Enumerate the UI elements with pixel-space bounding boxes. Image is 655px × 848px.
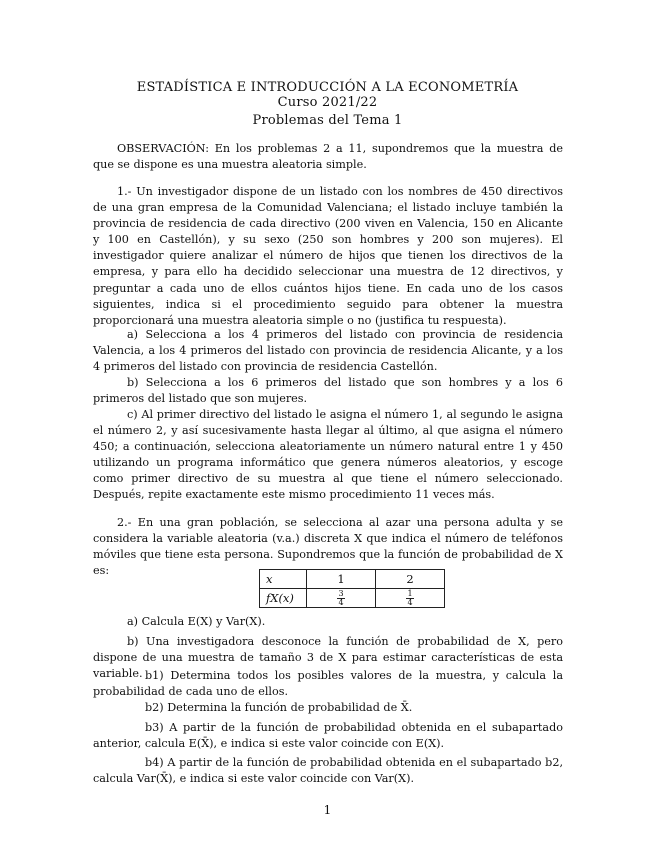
observation-label: OBSERVACIÓN — [117, 142, 206, 155]
table-cell: fX(x) — [260, 589, 307, 608]
document-title: ESTADÍSTICA E INTRODUCCIÓN A LA ECONOMETRÍA — [136, 80, 519, 95]
problem-2-part-b1: b1) Determina todos los posibles valores de la muestra, y calcula la probabilidad de cada uno de ellos. — [93, 669, 563, 699]
page-number: 1 — [323, 803, 332, 817]
probability-table — [259, 569, 445, 608]
problem-1-statement: 1.- Un investigador dispone de un listado con los nombres de 450 directivos de una gran empresa de la Comunidad Valenciana; el listado incluye también la provincia de residencia de cada directivo (200 viven en Valencia, 150 en Alicante y 100 en Castellón), y su sexo (250 son hombres y 200 son mujeres). El investigador quiere analizar el número de hijos que tienen los directivos de la empresa, y para ello ha decidido seleccionar una muestra de 12 directivos, y preguntar a cada uno de ellos cuántos hijos tiene. En cada uno de los casos siguientes, indica si el procedimiento seguido para obtener la muestra proporcionará una muestra aleatoria simple o no (justifica tu respuesta). — [93, 185, 563, 327]
fraction-denominator: 4 — [407, 597, 413, 607]
table-cell — [376, 589, 445, 608]
topic-subtitle: Problemas del Tema 1 — [252, 113, 403, 128]
problem-1-part-c: c) Al primer directivo del listado le asigna el número 1, al segundo le asigna el número 2, y así sucesivamente hasta llegar al último, al que asigna el número 450; a continuación, selecciona aleatoriamente un número natural entre 1 y 450 utilizando un programa informático que genera números aleatorios, y escoge como primer directivo de su muestra al que tiene el número seleccionado. Después, repite exactamente este mismo procedimiento 11 veces más. — [93, 408, 563, 502]
problem-1-part-b: b) Selecciona a los 6 primeros del listado que son hombres y a los 6 primeros del listado que son mujeres. — [93, 376, 563, 406]
problem-2-statement: 2.- En una gran población, se selecciona al azar una persona adulta y se considera la variable aleatoria (v.a.) discreta X que indica el número de teléfonos móviles que tiene esta persona. Supondremos que la función de probabilidad de X es: — [93, 516, 563, 578]
problem-2-part-b2: b2) Determina la función de probabilidad de X̄. — [145, 701, 413, 714]
problem-2-part-b: b) Una investigadora desconoce la función de probabilidad de X, pero dispone de una muestra de tamaño 3 de X para estimar características de esta variable. — [93, 635, 563, 681]
fraction — [406, 590, 413, 607]
table-cell: x — [260, 570, 307, 589]
course-year: Curso 2021/22 — [277, 95, 378, 110]
table-row — [260, 589, 445, 608]
problem-2-part-b3: b3) A partir de la función de probabilidad obtenida en el subapartado anterior, calcula E(X̄), e indica si este valor coincide con E(X). — [93, 721, 563, 751]
fraction-denominator: 4 — [338, 597, 344, 607]
table-cell — [307, 589, 376, 608]
problem-2-part-a: a) Calcula E(X) y Var(X). — [127, 615, 266, 628]
table-cell: 1 — [307, 570, 376, 589]
observation-paragraph — [93, 141, 563, 173]
table-cell: 2 — [376, 570, 445, 589]
fraction — [337, 590, 344, 607]
observation-text: : En los problemas 2 a 11, supondremos que la muestra de que se dispone es una muestra aleatoria simple. — [93, 142, 563, 172]
problem-1-part-a: a) Selecciona a los 4 primeros del listado con provincia de residencia Valencia, a los 4 primeros del listado con provincia de residencia Alicante, y a los 4 primeros del listado con provincia de residencia Castellón. — [93, 328, 563, 374]
fraction-numerator: 1 — [407, 588, 413, 598]
fraction-numerator: 3 — [338, 588, 344, 598]
table-row — [260, 570, 445, 589]
problem-2-part-b4: b4) A partir de la función de probabilidad obtenida en el subapartado b2, calcula Var(X̄), e indica si este valor coincide con Var(X). — [93, 756, 563, 786]
